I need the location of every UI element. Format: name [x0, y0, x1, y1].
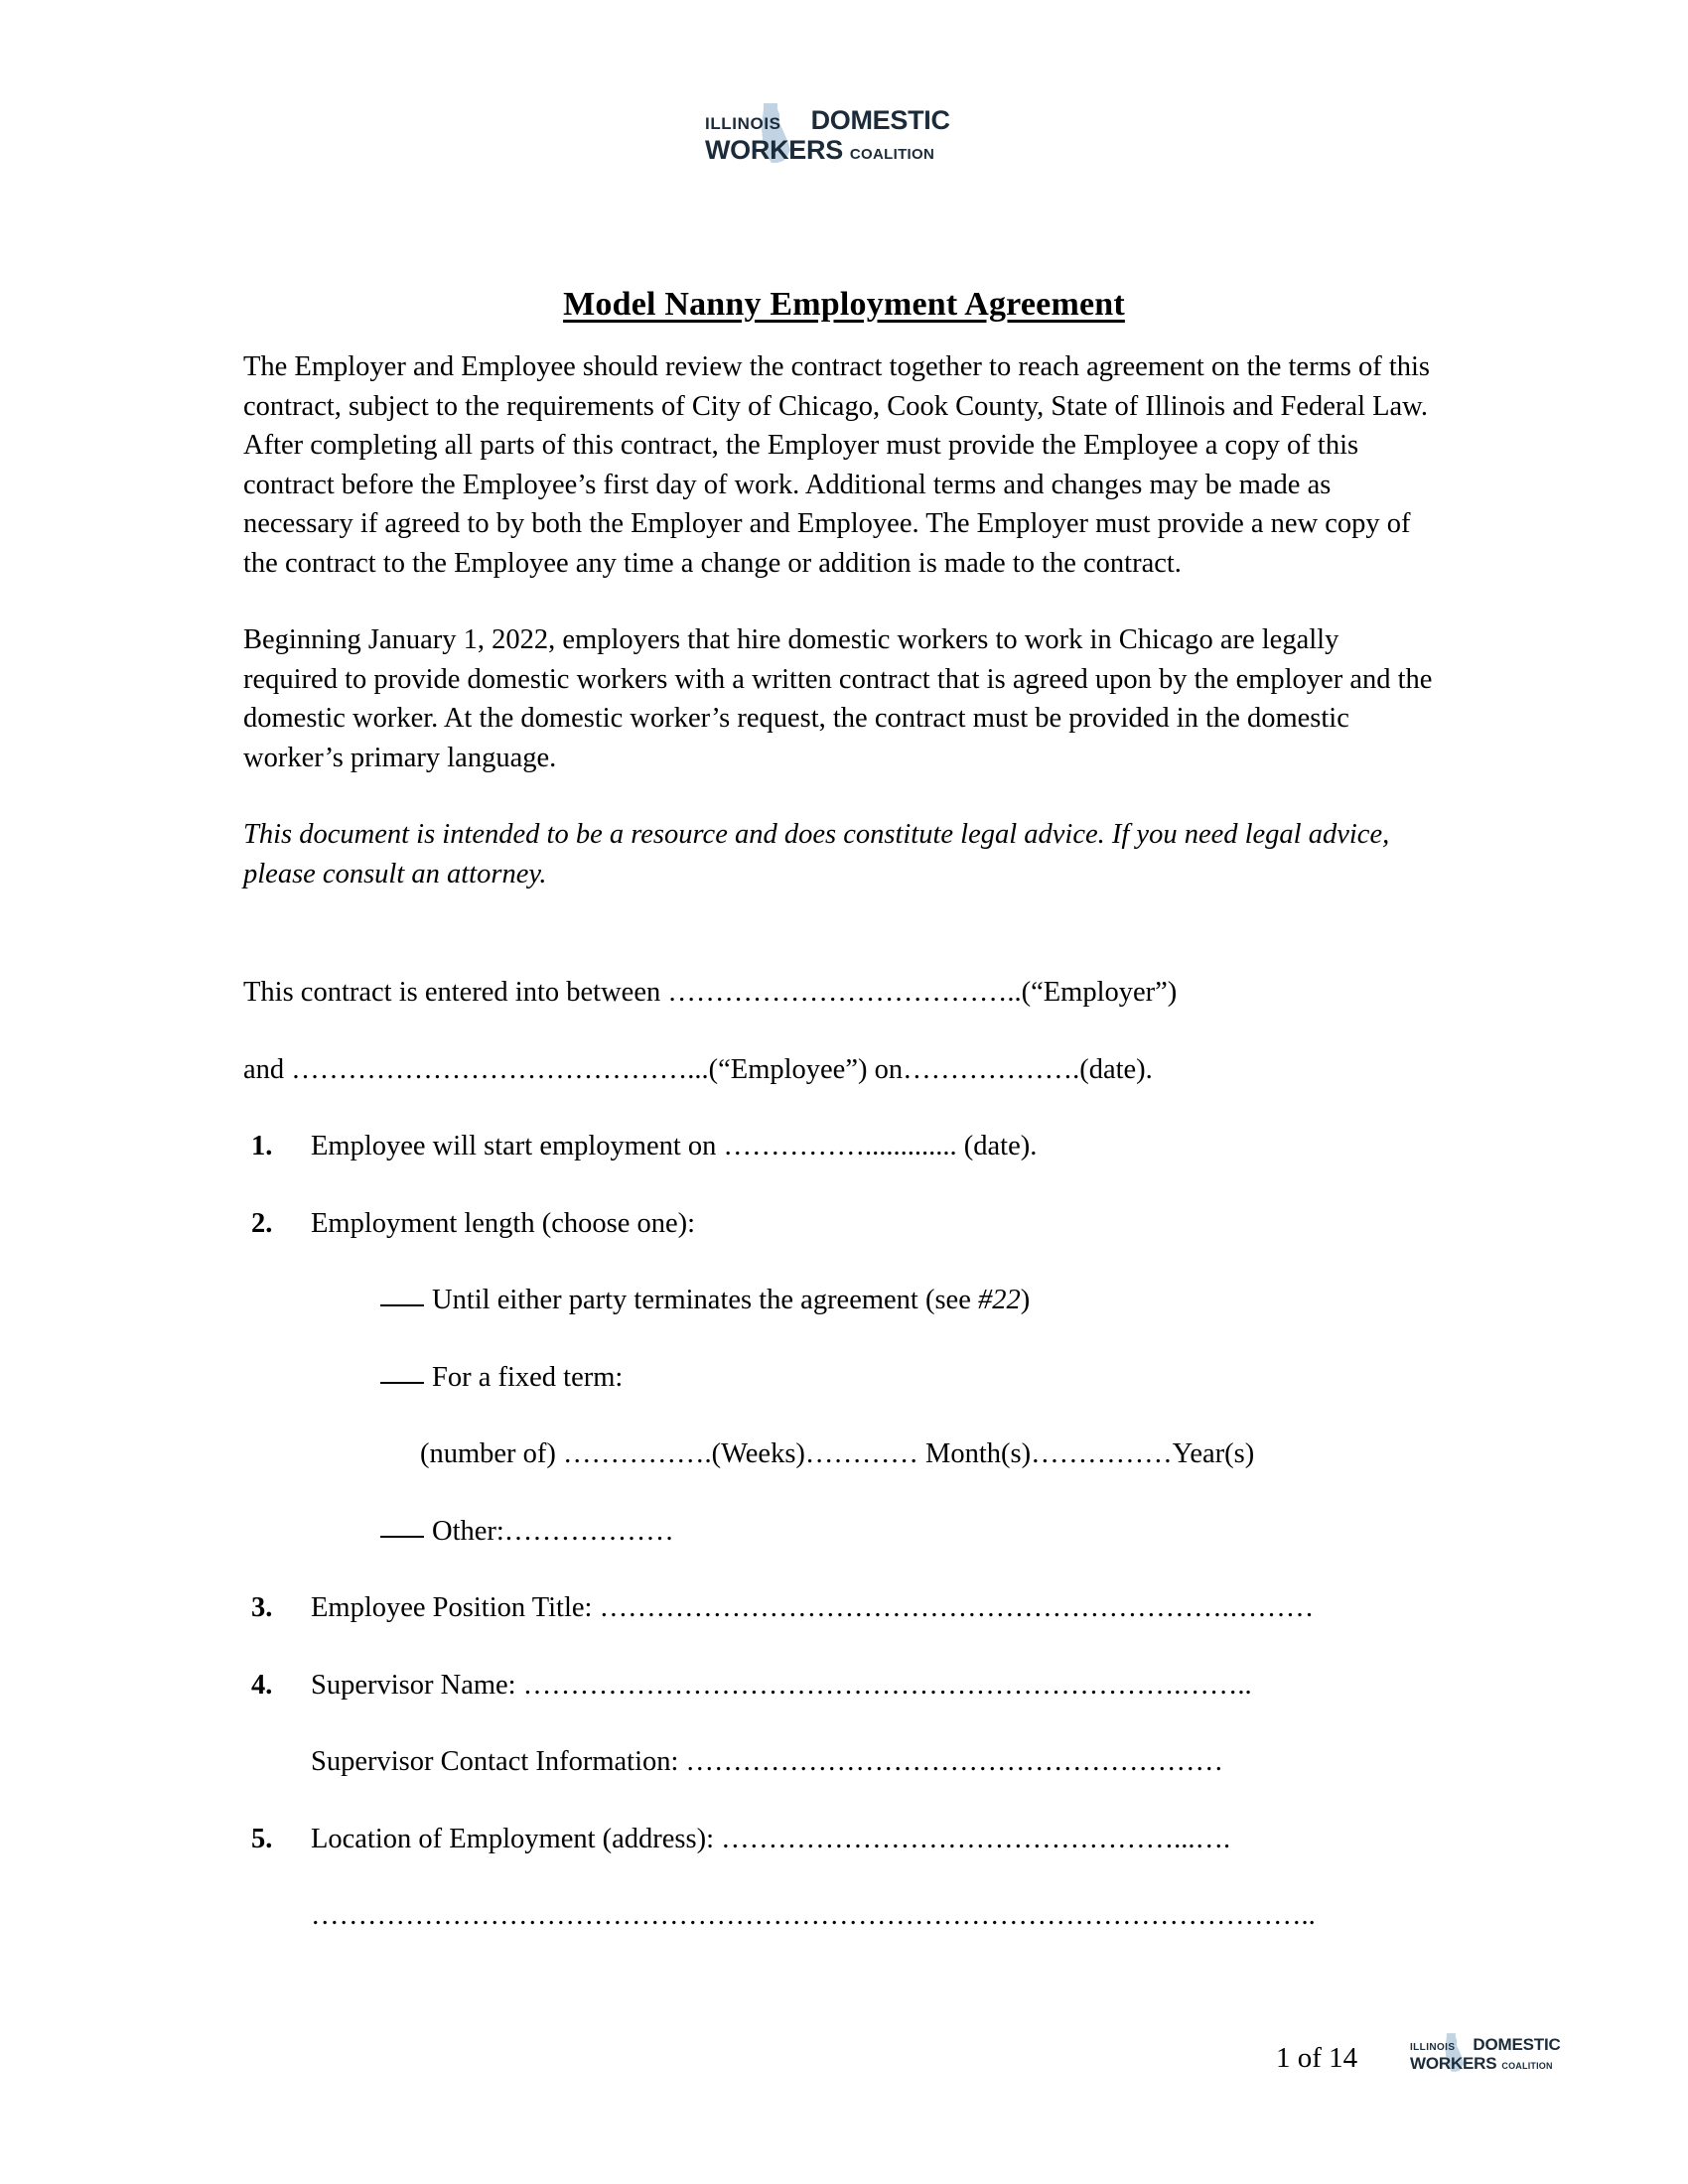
parties-line-employee: and ……………………………………...(“Employee”) on……………….(date). [243, 1053, 1153, 1085]
clause-2-option-other[interactable] [243, 1512, 1435, 1552]
intro-paragraph-1: The Employer and Employee should review the contract together to reach agreement on the terms of this contract, subject to the requirements of City of Chicago, Cook County, State of Illinois and Federal Law. After completing all parts of this contract, the Employer must provide the Employee a copy of this contract before the Employee’s first day of work. Additional terms and changes may be made as necessary if agreed to by both the Employer and Employee. The Employer must provide a new copy of the contract to the Employee any time a change or addition is made to the contract. [243, 351, 1430, 579]
clause-item-1 [243, 1127, 1435, 1166]
clause-item-5 [243, 1820, 1435, 1859]
header-logo [0, 107, 1688, 169]
clause-number-4: 4. [251, 1669, 273, 1701]
page-number: 1 of 14 [1276, 2042, 1358, 2074]
logo-text-domestic: DOMESTIC [1473, 2035, 1561, 2054]
clause-text-3: Employee Position Title: ………………………………………………………….……… [311, 1592, 1315, 1623]
footer-logo [1410, 2036, 1581, 2076]
page-title: Model Nanny Employment Agreement [563, 285, 1125, 323]
logo-text-illinois: ILLINOIS [705, 114, 781, 133]
logo-text-illinois: ILLINOIS [1410, 2042, 1456, 2053]
checkbox-blank-line[interactable] [380, 1382, 424, 1384]
clause-2-option-b-text: For a fixed term: [432, 1361, 624, 1393]
clause-2-option-c-text: Other:……………… [432, 1515, 674, 1547]
clause-item-2 [243, 1204, 1435, 1244]
legal-disclaimer: This document is intended to be a resource and does constitute legal advice. If you need legal advice, please consult an attorney. [243, 819, 1390, 889]
clause-4-supervisor-contact: Supervisor Contact Information: ………………………………………………… [311, 1746, 1224, 1777]
checkbox-blank-line[interactable] [380, 1304, 424, 1306]
checkbox-blank-line[interactable] [380, 1536, 424, 1538]
clause-text-4: Supervisor Name: …………………………………………………………….…….. [311, 1669, 1252, 1701]
clause-2-option-a-text: Until either party terminates the agreement (see [432, 1285, 978, 1315]
clause-2-fixed-term-detail: (number of) …………….(Weeks)………… Month(s)……………Year(s) [420, 1438, 1255, 1469]
logo-text-workers: WORKERS [1410, 2054, 1497, 2073]
logo-text-coalition: COALITION [849, 146, 935, 163]
clause-item-4 [243, 1666, 1435, 1706]
clause-number-2: 2. [251, 1207, 273, 1239]
logo-text-workers: WORKERS [705, 135, 843, 165]
document-body [243, 347, 1435, 1936]
clause-text-2: Employment length (choose one): [311, 1207, 696, 1239]
clause-item-3 [243, 1588, 1435, 1628]
logo-text-domestic: DOMESTIC [810, 105, 950, 135]
clause-number-5: 5. [251, 1823, 273, 1854]
clause-2-option-fixed-term[interactable] [243, 1358, 1435, 1398]
parties-line-employer: This contract is entered into between ………………………………..(“Employer”) [243, 977, 1178, 1008]
logo-text-coalition: COALITION [1501, 2061, 1553, 2071]
clause-2-option-a-tail: ) [1020, 1285, 1031, 1315]
clause-text-5: Location of Employment (address): …………………………………………...…. [311, 1823, 1231, 1854]
page-footer [0, 2030, 1688, 2119]
clause-2-option-until-terminated[interactable] [243, 1281, 1435, 1320]
illinois-domestic-workers-coalition-logo [705, 107, 983, 169]
clause-5-continuation-line: …………………………………………………………………………………………….. [311, 1900, 1316, 1931]
section-spacer [243, 931, 1435, 973]
illinois-domestic-workers-coalition-logo-small [1410, 2036, 1581, 2076]
clause-text-1: Employee will start employment on ……………............. (date). [311, 1131, 1038, 1161]
intro-paragraph-2: Beginning January 1, 2022, employers that hire domestic workers to work in Chicago are legally required to provide domestic workers with a written contract that is agreed upon by the employer and the domestic worker. At the domestic worker’s request, the contract must be provided in the domestic worker’s primary language. [243, 624, 1433, 773]
clause-number-1: 1. [251, 1131, 273, 1161]
clause-number-3: 3. [251, 1592, 273, 1623]
clause-2-option-a-reference: #22 [977, 1285, 1021, 1315]
